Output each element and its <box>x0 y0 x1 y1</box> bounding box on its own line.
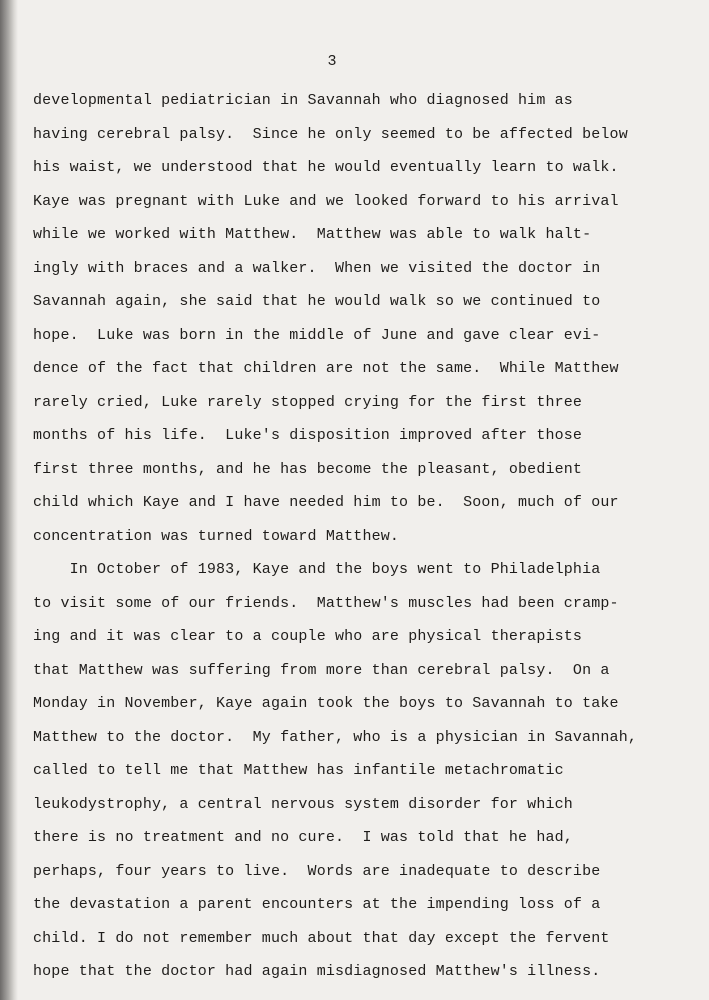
text-line: having cerebral palsy. Since he only seemed to be affected below <box>33 125 628 143</box>
text-line: months of his life. Luke's disposition improved after those <box>33 427 583 444</box>
text-line: concentration was turned toward Matthew. <box>33 527 400 545</box>
text-line: perhaps, four years to live. Words are inadequate to describe <box>33 862 601 880</box>
paragraph-1 <box>33 84 699 553</box>
text-line: Kaye was pregnant with Luke and we looked forward to his arrival <box>33 192 619 210</box>
page-number: 3 <box>327 53 337 70</box>
paragraph-2 <box>33 553 699 989</box>
text-line: to visit some of our friends. Matthew's muscles had been cramp- <box>33 594 619 612</box>
text-line: ing and it was clear to a couple who are physical therapists <box>33 628 583 645</box>
text-line: called to tell me that Matthew has infantile metachromatic <box>33 762 564 779</box>
text-line: In October of 1983, Kaye and the boys went to Philadelphia <box>33 561 601 578</box>
text-line: dence of the fact that children are not the same. While Matthew <box>33 360 619 377</box>
document-body <box>33 84 699 989</box>
text-line: ingly with braces and a walker. When we visited the doctor in <box>33 259 601 277</box>
text-line: there is no treatment and no cure. I was told that he had, <box>33 829 573 846</box>
text-line: while we worked with Matthew. Matthew was able to walk halt- <box>33 226 592 243</box>
text-line: leukodystrophy, a central nervous system disorder for which <box>33 795 573 813</box>
text-line: Matthew to the doctor. My father, who is a physician in Savannah, <box>33 728 637 746</box>
text-line: that Matthew was suffering from more than cerebral palsy. On a <box>33 661 610 679</box>
text-line: Monday in November, Kaye again took the boys to Savannah to take <box>33 695 619 712</box>
text-line: first three months, and he has become the pleasant, obedient <box>33 460 583 478</box>
text-line: his waist, we understood that he would eventually learn to walk. <box>33 159 619 176</box>
text-line: hope that the doctor had again misdiagnosed Matthew's illness. <box>33 963 601 980</box>
text-line: Savannah again, she said that he would walk so we continued to <box>33 293 601 310</box>
scan-shadow-edge <box>0 0 18 1000</box>
text-line: rarely cried, Luke rarely stopped crying for the first three <box>33 393 583 411</box>
text-line: hope. Luke was born in the middle of June and gave clear evi- <box>33 326 601 344</box>
text-line: developmental pediatrician in Savannah who diagnosed him as <box>33 92 573 109</box>
text-line: child which Kaye and I have needed him to be. Soon, much of our <box>33 494 619 511</box>
text-line: the devastation a parent encounters at the impending loss of a <box>33 896 601 913</box>
text-line: child. I do not remember much about that day except the fervent <box>33 929 610 947</box>
